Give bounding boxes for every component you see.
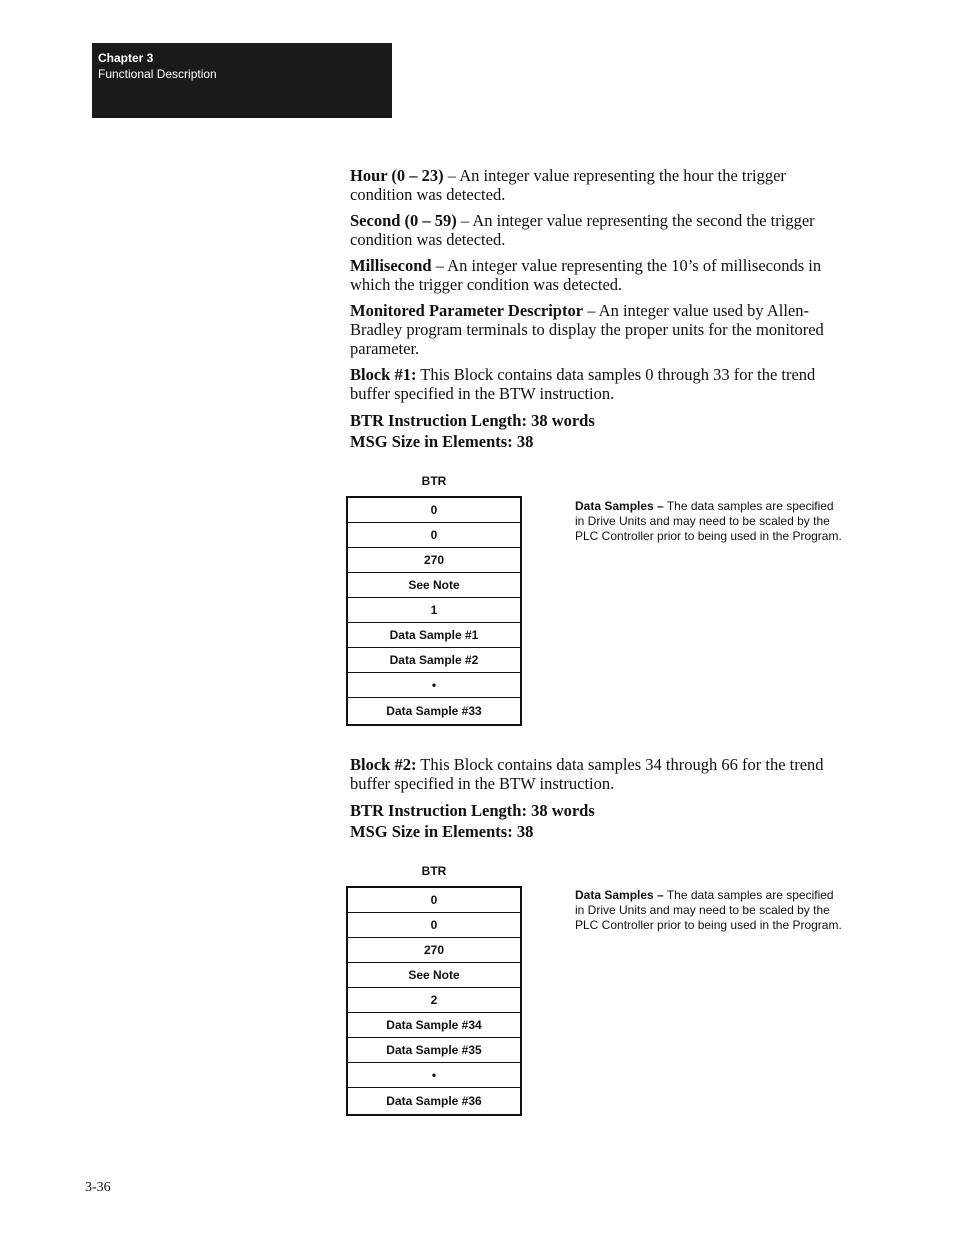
term-block2: Block #2: [350, 755, 417, 774]
table-row: Data Sample #1 [348, 623, 520, 648]
paragraph-block2 [350, 755, 850, 793]
text-millisecond: – An integer value representing the 10’s of milliseconds in which the trigger condition was detected. [350, 256, 822, 294]
paragraph-hour [350, 166, 850, 204]
block2-side-note [575, 888, 845, 933]
term-millisecond: Millisecond [350, 256, 432, 275]
term-descriptor: Monitored Parameter Descriptor [350, 301, 584, 320]
table-row: Data Sample #34 [348, 1013, 520, 1038]
definitions-section [350, 166, 850, 452]
table-row: See Note [348, 573, 520, 598]
table-row: 0 [348, 888, 520, 913]
table-row: Data Sample #2 [348, 648, 520, 673]
text-descriptor: – An integer value used by Allen-Bradley program terminals to display the proper units for the monitored parameter. [350, 301, 824, 358]
section-label: Functional Description [98, 67, 217, 81]
term-hour: Hour (0 – 23) [350, 166, 444, 185]
table-row: Data Sample #33 [386, 704, 482, 718]
table-row: • [348, 1063, 520, 1088]
table-row: 270 [348, 938, 520, 963]
block2-table-label: BTR [421, 864, 447, 878]
note-term: Data Samples – [575, 499, 664, 513]
block2-section [350, 755, 850, 842]
chapter-label: Chapter 3 [98, 51, 154, 65]
paragraph-block1 [350, 365, 850, 403]
block1-btr-table [346, 496, 522, 726]
paragraph-millisecond [350, 256, 850, 294]
note-text: The data samples are specified in Drive Units and may need to be scaled by the PLC Controller prior to being used in the Program. [575, 499, 842, 543]
block2-msg-size: MSG Size in Elements: 38 [350, 822, 534, 841]
text-block1: This Block contains data samples 0 through 33 for the trend buffer specified in the BTW instruction. [350, 365, 816, 403]
table-row: See Note [348, 963, 520, 988]
note-term: Data Samples – [575, 888, 664, 902]
term-block1: Block #1: [350, 365, 417, 384]
table-row: 0 [348, 498, 520, 523]
paragraph-descriptor [350, 301, 850, 358]
paragraph-second [350, 211, 850, 249]
block2-btr-table [346, 886, 522, 1116]
table-row: 270 [348, 548, 520, 573]
table-row: Data Sample #35 [348, 1038, 520, 1063]
term-second: Second (0 – 59) [350, 211, 457, 230]
table-row: 1 [348, 598, 520, 623]
block1-table-label: BTR [421, 474, 447, 488]
note-text: The data samples are specified in Drive Units and may need to be scaled by the PLC Controller prior to being used in the Program. [575, 888, 842, 932]
table-row: 0 [348, 913, 520, 938]
text-second: – An integer value representing the second the trigger condition was detected. [350, 211, 815, 249]
text-hour: – An integer value representing the hour the trigger condition was detected. [350, 166, 786, 204]
table-row: 2 [348, 988, 520, 1013]
text-block2: This Block contains data samples 34 through 66 for the trend buffer specified in the BTW instruction. [350, 755, 824, 793]
block2-length: BTR Instruction Length: 38 words [350, 801, 595, 820]
page-number: 3-36 [85, 1180, 111, 1195]
block1-length: BTR Instruction Length: 38 words [350, 411, 595, 430]
table-row: 0 [348, 523, 520, 548]
table-row: Data Sample #36 [386, 1094, 482, 1108]
table-row: • [348, 673, 520, 698]
block1-side-note [575, 499, 845, 544]
block1-msg-size: MSG Size in Elements: 38 [350, 432, 534, 451]
chapter-header [92, 43, 392, 118]
